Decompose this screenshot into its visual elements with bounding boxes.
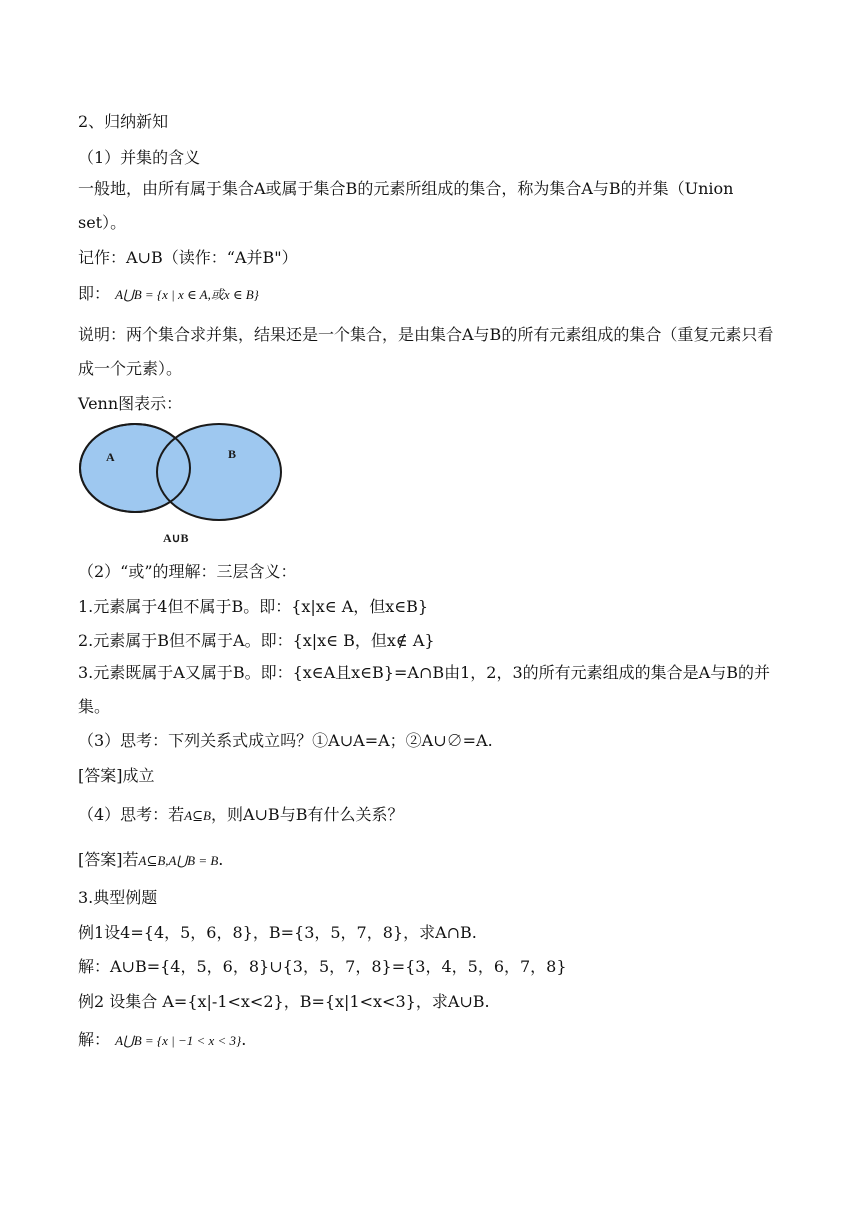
venn-diagram bbox=[78, 420, 288, 548]
think-question-4 bbox=[78, 805, 778, 826]
answer-3: [答案]成立 bbox=[78, 766, 155, 785]
examples-heading: 3.典型例题 bbox=[78, 888, 158, 907]
a4-suffix: . bbox=[218, 850, 224, 869]
section-heading: 2、归纳新知 bbox=[78, 112, 169, 131]
meaning-item-1: 1.元素属于4但不属于B。即：{x|x∈ A，但x∈B} bbox=[78, 597, 429, 616]
venn-heading: Venn图表示： bbox=[78, 394, 183, 413]
notation-line: 记作：A∪B（读作：“A并B"） bbox=[78, 248, 298, 267]
label-a: A bbox=[106, 450, 115, 464]
or-meaning-heading: （2）“或”的理解：三层含义： bbox=[78, 562, 297, 581]
meaning-item-2: 2.元素属于B但不属于A。即：{x|x∈ B，但x∉ A} bbox=[78, 631, 435, 650]
meaning-item-3: 3.元素既属于A又属于B。即：{x∈A且x∈B}=A∩B由1，2，3的所有元素组成的集合是A与B的并集。 bbox=[78, 663, 770, 716]
s2-suffix: . bbox=[241, 1030, 247, 1049]
answer-4 bbox=[78, 850, 778, 871]
label-b: B bbox=[228, 447, 237, 461]
a4-prefix: [答案]若 bbox=[78, 850, 139, 869]
set-builder-formula: A⋃B = {x | x ∈ A,或x ∈ B} bbox=[115, 287, 259, 302]
solution-1: 解：A∪B={4，5，6，8}∪{3，5，7，8}={3，4，5，6，7，8} bbox=[78, 957, 567, 976]
q4-suffix: ，则A∪B与B有什么关系？ bbox=[210, 805, 404, 824]
solution-2 bbox=[78, 1030, 778, 1051]
set-builder-line bbox=[78, 284, 778, 305]
venn-caption: A∪B bbox=[163, 531, 189, 545]
q4-formula: A⊆B bbox=[184, 808, 211, 823]
q4-prefix: （4）思考：若 bbox=[78, 805, 185, 824]
a4-formula: A⊆B,A⋃B = B bbox=[138, 853, 219, 868]
subsection-union-meaning: （1）并集的含义 bbox=[78, 148, 201, 167]
explanation-paragraph: 说明：两个集合求并集，结果还是一个集合，是由集合A与B的所有元素组成的集合（重复元素只看成一个元素）。 bbox=[78, 325, 774, 378]
s2-formula: A⋃B = {x | −1 < x < 3} bbox=[115, 1033, 242, 1048]
s2-prefix: 解： bbox=[78, 1030, 111, 1049]
example-2: 例2 设集合 A={x|-1<x<2}，B={x|1<x<3}，求A∪B. bbox=[78, 992, 490, 1011]
think-question-3: （3）思考：下列关系式成立吗？①A∪A=A；②A∪∅=A. bbox=[78, 731, 493, 750]
set-builder-prefix: 即： bbox=[78, 284, 111, 303]
example-1: 例1设4={4，5，6，8}，B={3，5，7，8}，求A∩B. bbox=[78, 923, 477, 942]
union-definition: 一般地，由所有属于集合A或属于集合B的元素所组成的集合，称为集合A与B的并集（Union set）。 bbox=[78, 179, 734, 232]
